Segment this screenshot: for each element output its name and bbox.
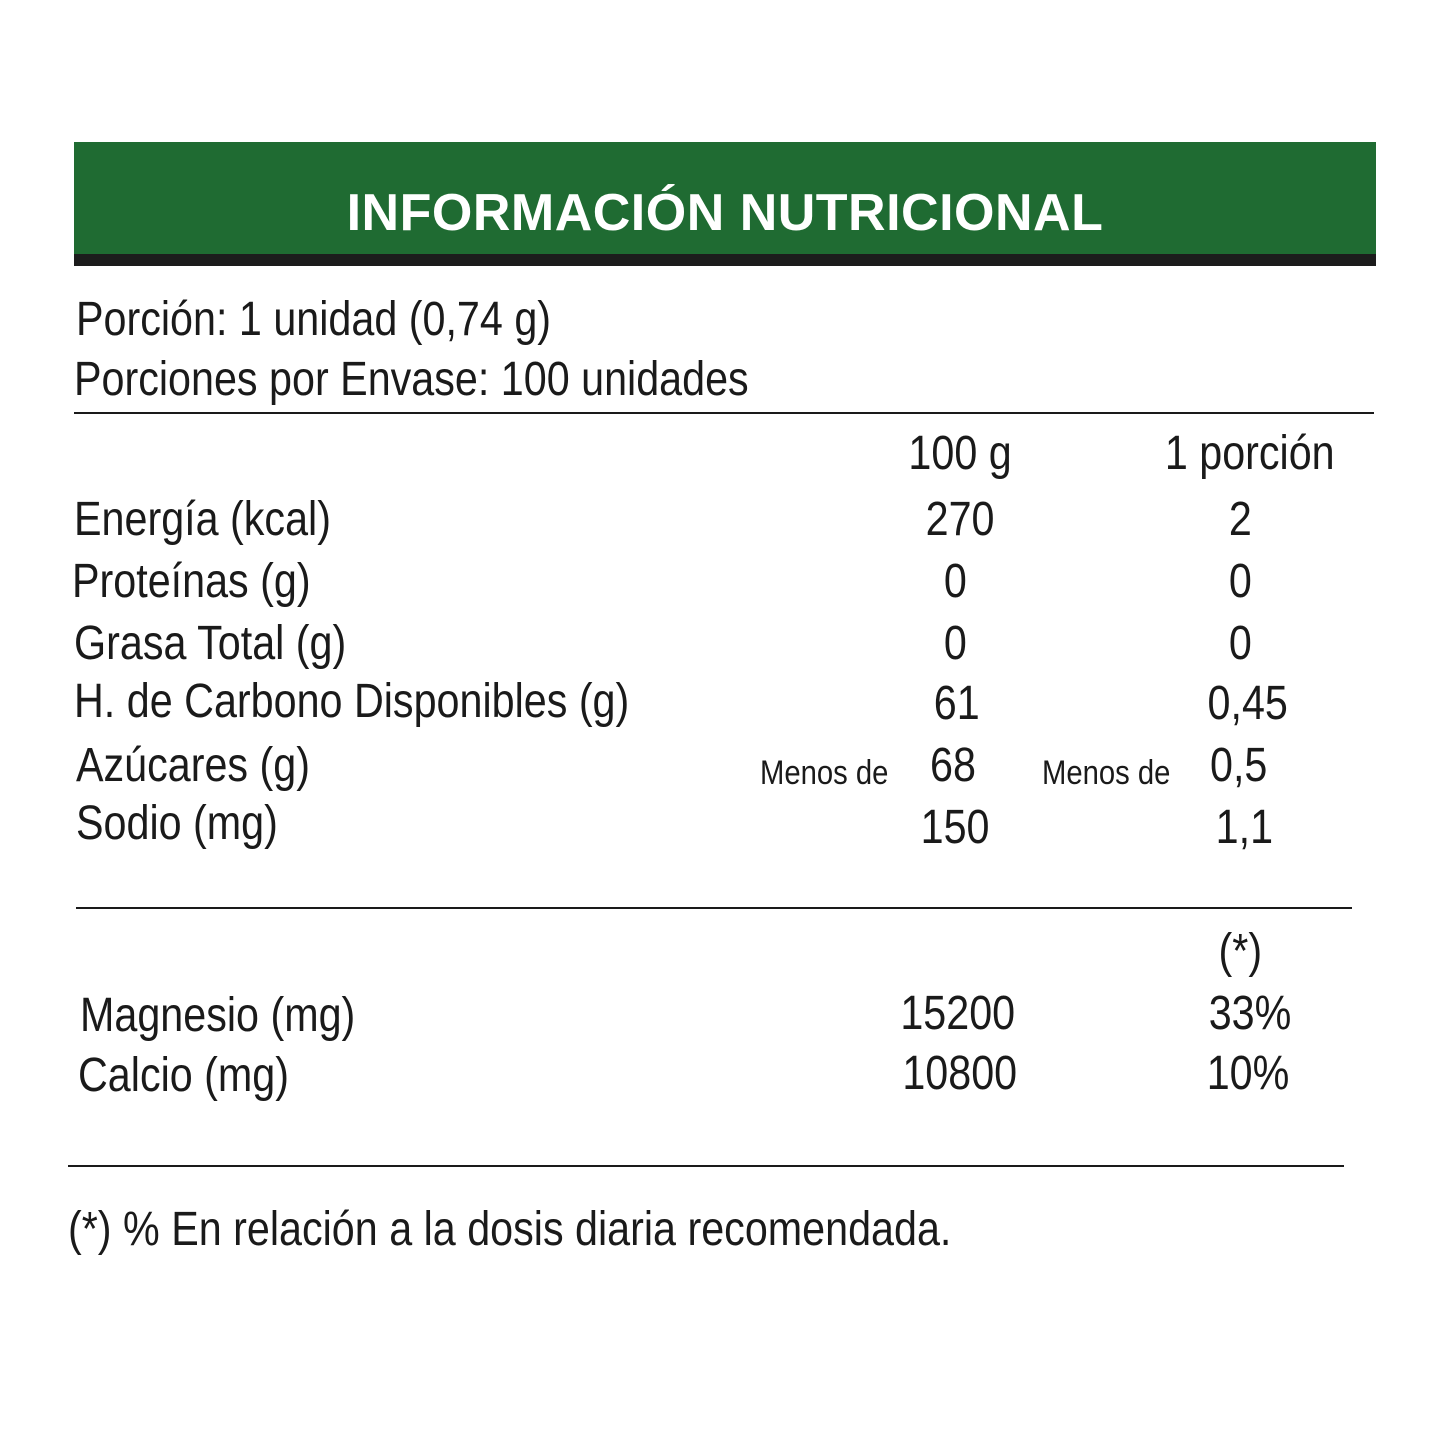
- mineral-value-magnesium: 15200: [900, 987, 1016, 1040]
- nutrient-label-fat: Grasa Total (g): [74, 617, 347, 670]
- page-title: INFORMACIÓN NUTRICIONAL: [346, 184, 1104, 242]
- nutrient-value-protein-serving: 0: [1228, 555, 1252, 608]
- mineral-percent-calcium: 10%: [1206, 1047, 1290, 1100]
- nutrient-label-protein: Proteínas (g): [72, 555, 311, 608]
- nutrient-prefix-sugars-serving: Menos de: [1042, 754, 1171, 792]
- mineral-label-magnesium: Magnesio (mg): [80, 989, 356, 1042]
- nutrient-label-sodium: Sodio (mg): [76, 797, 278, 850]
- servings-per-container: Porciones por Envase: 100 unidades: [74, 353, 749, 406]
- divider-bottom: [68, 1165, 1344, 1167]
- column-header-100g: 100 g: [908, 427, 1012, 480]
- column-header-serving: 1 porción: [1165, 427, 1335, 480]
- nutrient-value-sugars-serving: 0,5: [1210, 739, 1268, 792]
- title-underbar: [74, 254, 1376, 266]
- nutrient-value-sodium-serving: 1,1: [1215, 801, 1273, 854]
- mineral-label-calcium: Calcio (mg): [78, 1049, 290, 1102]
- nutrient-value-protein-100g: 0: [943, 555, 967, 608]
- minerals-percent-header: (*): [1218, 925, 1262, 978]
- nutrient-value-carbs-100g: 61: [934, 677, 980, 730]
- nutrient-label-sugars: Azúcares (g): [76, 739, 311, 792]
- nutrient-value-fat-serving: 0: [1228, 617, 1252, 670]
- mineral-value-calcium: 10800: [902, 1047, 1018, 1100]
- nutrient-label-energy: Energía (kcal): [74, 493, 331, 546]
- serving-size: Porción: 1 unidad (0,74 g): [76, 293, 552, 346]
- nutrient-value-fat-100g: 0: [943, 617, 967, 670]
- divider-top: [74, 412, 1374, 414]
- nutrient-value-energy-100g: 270: [925, 493, 995, 546]
- mineral-percent-magnesium: 33%: [1208, 987, 1292, 1040]
- nutrient-prefix-sugars-100g: Menos de: [760, 754, 889, 792]
- nutrient-value-sodium-100g: 150: [920, 801, 990, 854]
- nutrient-value-carbs-serving: 0,45: [1207, 677, 1289, 730]
- nutrient-value-sugars-100g: 68: [930, 739, 976, 792]
- divider-middle: [76, 907, 1352, 909]
- title-banner: [74, 142, 1376, 254]
- footnote: (*) % En relación a la dosis diaria recomendada.: [68, 1203, 952, 1256]
- nutrient-value-energy-serving: 2: [1228, 493, 1252, 546]
- nutrient-label-carbs: H. de Carbono Disponibles (g): [74, 675, 630, 728]
